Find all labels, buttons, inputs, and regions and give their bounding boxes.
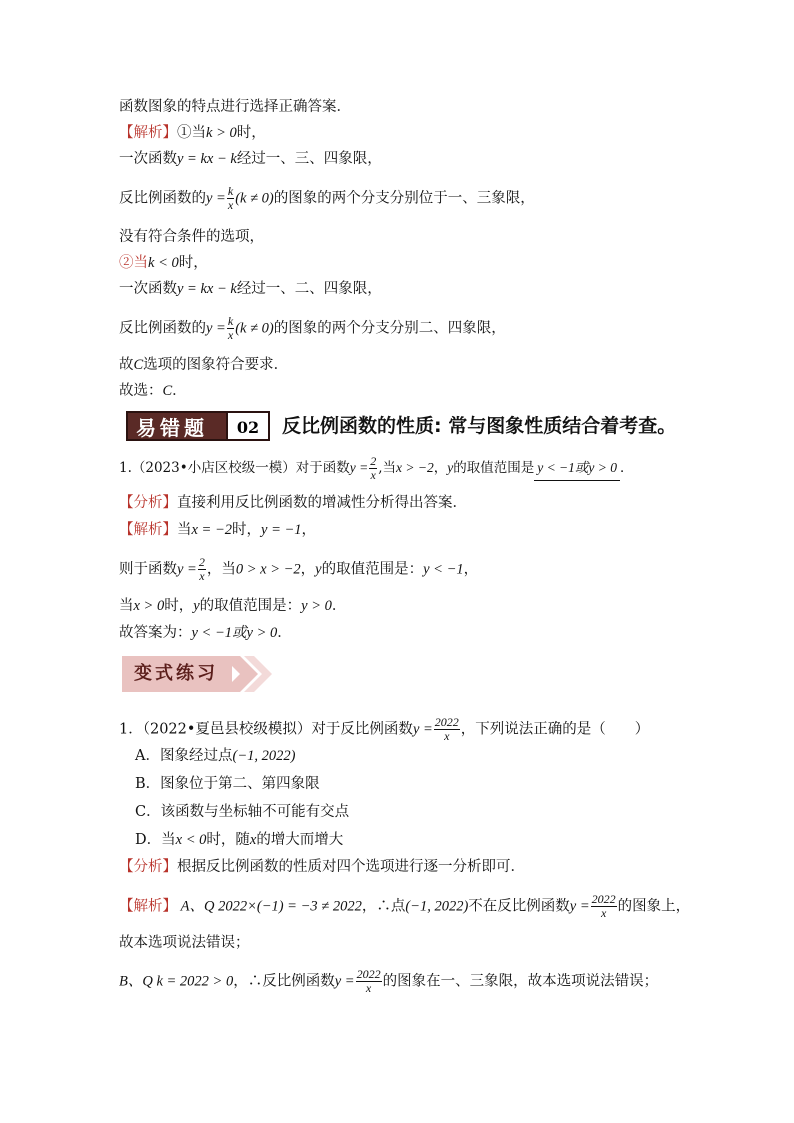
text: 的增大而增大 bbox=[256, 832, 344, 848]
denominator: x bbox=[199, 569, 205, 583]
text-line bbox=[119, 931, 250, 955]
text: ，当 bbox=[206, 561, 236, 578]
option-b bbox=[135, 772, 320, 796]
fraction bbox=[591, 893, 617, 920]
text-line bbox=[119, 967, 659, 995]
math: C bbox=[133, 357, 144, 373]
math: y = kx − k bbox=[177, 281, 237, 297]
text-line bbox=[119, 184, 535, 212]
text: ， bbox=[463, 561, 479, 578]
text-line bbox=[119, 491, 467, 515]
text-line bbox=[119, 277, 382, 301]
text: 故本选项说法错误； bbox=[119, 935, 250, 951]
math: y = kx − k bbox=[177, 151, 237, 167]
text: 的图象的两个分支分别位于一、三象限， bbox=[273, 190, 535, 207]
numerator: 2 bbox=[198, 555, 205, 569]
text: ，∴反比例函数 bbox=[233, 973, 335, 990]
math: (−1, 2022) bbox=[232, 748, 296, 764]
text: ， bbox=[300, 561, 316, 578]
text: 时，随 bbox=[206, 832, 250, 848]
text: 则于函数 bbox=[119, 561, 177, 578]
solution-tag: 【解析】 bbox=[119, 898, 177, 915]
math: < 0 bbox=[154, 255, 179, 271]
math: y bbox=[193, 598, 200, 614]
text: 故答案为： bbox=[119, 625, 192, 641]
text: 的取值范围是 bbox=[453, 460, 535, 476]
math: k bbox=[148, 255, 155, 271]
text: ． bbox=[620, 460, 634, 476]
numerator: 2022 bbox=[356, 967, 381, 981]
option-a bbox=[135, 744, 295, 768]
denominator: x bbox=[444, 729, 450, 743]
math: x > −2 bbox=[395, 460, 434, 475]
text-line bbox=[119, 594, 346, 618]
math: 、Q 2022×(−1) = −3 ≠ 2022 bbox=[189, 898, 362, 915]
text: 1.（2023•小店区校级一模）对于函数 bbox=[119, 460, 350, 476]
solution-tag: 【解析】 bbox=[119, 522, 177, 538]
math: x > 0 bbox=[133, 598, 165, 614]
section-title: 反比例函数的性质: 常与图象性质结合着考查。 bbox=[282, 415, 677, 437]
text: 1．（2022•夏邑县校级模拟）对于反比例函数 bbox=[119, 721, 413, 738]
math: y < −1 bbox=[423, 561, 464, 578]
text: ． bbox=[277, 625, 292, 641]
math: y < −1或y > 0 bbox=[191, 625, 278, 641]
text: 的图象在一、三象限，故本选项说法错误； bbox=[382, 973, 659, 990]
text: 故选： bbox=[119, 383, 163, 399]
text: C．该函数与坐标轴不可能有交点 bbox=[135, 804, 350, 820]
text: 故 bbox=[119, 357, 134, 373]
math: y = bbox=[334, 973, 355, 990]
chevron-arrow-icon bbox=[222, 656, 272, 692]
text: 没有符合条件的选项， bbox=[119, 229, 264, 245]
text-line bbox=[119, 379, 187, 403]
text: 反比例函数的 bbox=[119, 190, 206, 207]
math: y = bbox=[349, 460, 369, 475]
option-c bbox=[135, 800, 349, 824]
denominator: x bbox=[227, 328, 234, 342]
banner-label: 变式练习 bbox=[122, 656, 232, 692]
math: y = bbox=[206, 190, 226, 207]
math: x bbox=[249, 832, 257, 848]
text: 的图象上， bbox=[617, 898, 691, 915]
math: y = −1 bbox=[261, 522, 302, 538]
fraction bbox=[198, 556, 206, 583]
denominator: x bbox=[365, 981, 372, 995]
math: 0 > x > −2 bbox=[235, 561, 301, 578]
text: 经过一、二、四象限， bbox=[236, 281, 382, 297]
denominator: x bbox=[370, 468, 376, 482]
text: A．图象经过点 bbox=[135, 748, 233, 764]
math: C bbox=[162, 383, 173, 399]
text: 的取值范围是： bbox=[199, 598, 302, 614]
text-line bbox=[119, 314, 506, 342]
text-line bbox=[119, 555, 479, 583]
numerator: 2022 bbox=[591, 892, 616, 906]
fraction bbox=[356, 968, 382, 995]
question-line bbox=[119, 454, 634, 482]
text: 选项的图象符合要求． bbox=[143, 357, 289, 373]
section-header bbox=[126, 409, 696, 443]
text-line bbox=[119, 518, 316, 542]
math: y = bbox=[412, 721, 433, 738]
math: 、Q k = 2022 > 0 bbox=[127, 973, 234, 990]
math: > 0 bbox=[212, 125, 237, 141]
fraction bbox=[227, 315, 234, 342]
text: 经过一、三、四象限， bbox=[236, 151, 382, 167]
section-badge: 易错题 bbox=[126, 411, 266, 441]
numerator: k bbox=[227, 314, 234, 328]
math: (−1, 2022) bbox=[405, 898, 469, 915]
analysis-tag: 【解析】 bbox=[119, 125, 177, 141]
text: 根据反比例函数的性质对四个选项进行逐一分析即可． bbox=[177, 859, 525, 875]
text-line bbox=[119, 353, 288, 377]
text-line bbox=[119, 95, 351, 119]
math: y = bbox=[569, 898, 590, 915]
analysis-tag: 【分析】 bbox=[119, 859, 177, 875]
math: y = bbox=[206, 320, 226, 337]
text-line bbox=[119, 892, 691, 920]
fraction bbox=[434, 716, 460, 743]
text: 当 bbox=[177, 522, 192, 538]
text: 当 bbox=[119, 598, 134, 614]
text: ， bbox=[433, 460, 448, 476]
text: ,当 bbox=[378, 460, 396, 476]
text: 时， bbox=[236, 125, 266, 141]
text: 直接利用反比例函数的增减性分析得出答案． bbox=[177, 495, 467, 511]
text: ，∴点 bbox=[361, 898, 406, 915]
numerator: 2 bbox=[370, 454, 377, 468]
text: 一次函数 bbox=[119, 151, 177, 167]
math: B bbox=[119, 973, 128, 990]
math: x < 0 bbox=[175, 832, 207, 848]
option-d bbox=[135, 828, 343, 852]
math: y = bbox=[177, 561, 197, 578]
math: (k ≠ 0) bbox=[235, 190, 274, 207]
text: 时， bbox=[164, 598, 194, 614]
text: ， bbox=[301, 522, 317, 538]
analysis-tag: 【分析】 bbox=[119, 495, 177, 511]
text-line bbox=[119, 251, 208, 275]
text: 的图象的两个分支分别二、四象限， bbox=[273, 320, 506, 337]
question-line bbox=[119, 715, 650, 743]
text: 时， bbox=[178, 255, 208, 271]
text: D．当 bbox=[135, 832, 176, 848]
text: ． bbox=[331, 598, 347, 614]
text: ． bbox=[172, 383, 187, 399]
math: x = −2 bbox=[191, 522, 233, 538]
math: y > 0 bbox=[301, 598, 332, 614]
text-line bbox=[119, 855, 525, 879]
text: 的取值范围是： bbox=[321, 561, 424, 578]
math: (k ≠ 0) bbox=[235, 320, 274, 337]
text: 不在反比例函数 bbox=[468, 898, 570, 915]
math: k bbox=[206, 125, 213, 141]
text-line bbox=[119, 225, 264, 249]
fraction bbox=[227, 185, 234, 212]
fraction bbox=[369, 455, 377, 482]
text: 反比例函数的 bbox=[119, 320, 206, 337]
text-line bbox=[119, 621, 292, 645]
section-number: 02 bbox=[226, 411, 270, 441]
numerator: 2022 bbox=[434, 715, 459, 729]
text: 函数图象的特点进行选择正确答案． bbox=[119, 99, 351, 115]
text-line bbox=[119, 121, 266, 145]
text: 一次函数 bbox=[119, 281, 177, 297]
answer-blank: y < −1或y > 0 bbox=[534, 456, 620, 481]
numerator: k bbox=[227, 184, 234, 198]
text: B．图象位于第二、第四象限 bbox=[135, 776, 320, 792]
denominator: x bbox=[600, 906, 607, 920]
text-line bbox=[119, 147, 382, 171]
text: ①当 bbox=[177, 125, 206, 141]
text: 时， bbox=[232, 522, 262, 538]
practice-banner bbox=[122, 656, 272, 692]
math: A bbox=[177, 898, 190, 915]
text: ②当 bbox=[119, 255, 148, 271]
denominator: x bbox=[227, 198, 234, 212]
math: y bbox=[315, 561, 322, 578]
text: ，下列说法正确的是（ ） bbox=[460, 721, 650, 738]
math: y bbox=[447, 460, 454, 475]
